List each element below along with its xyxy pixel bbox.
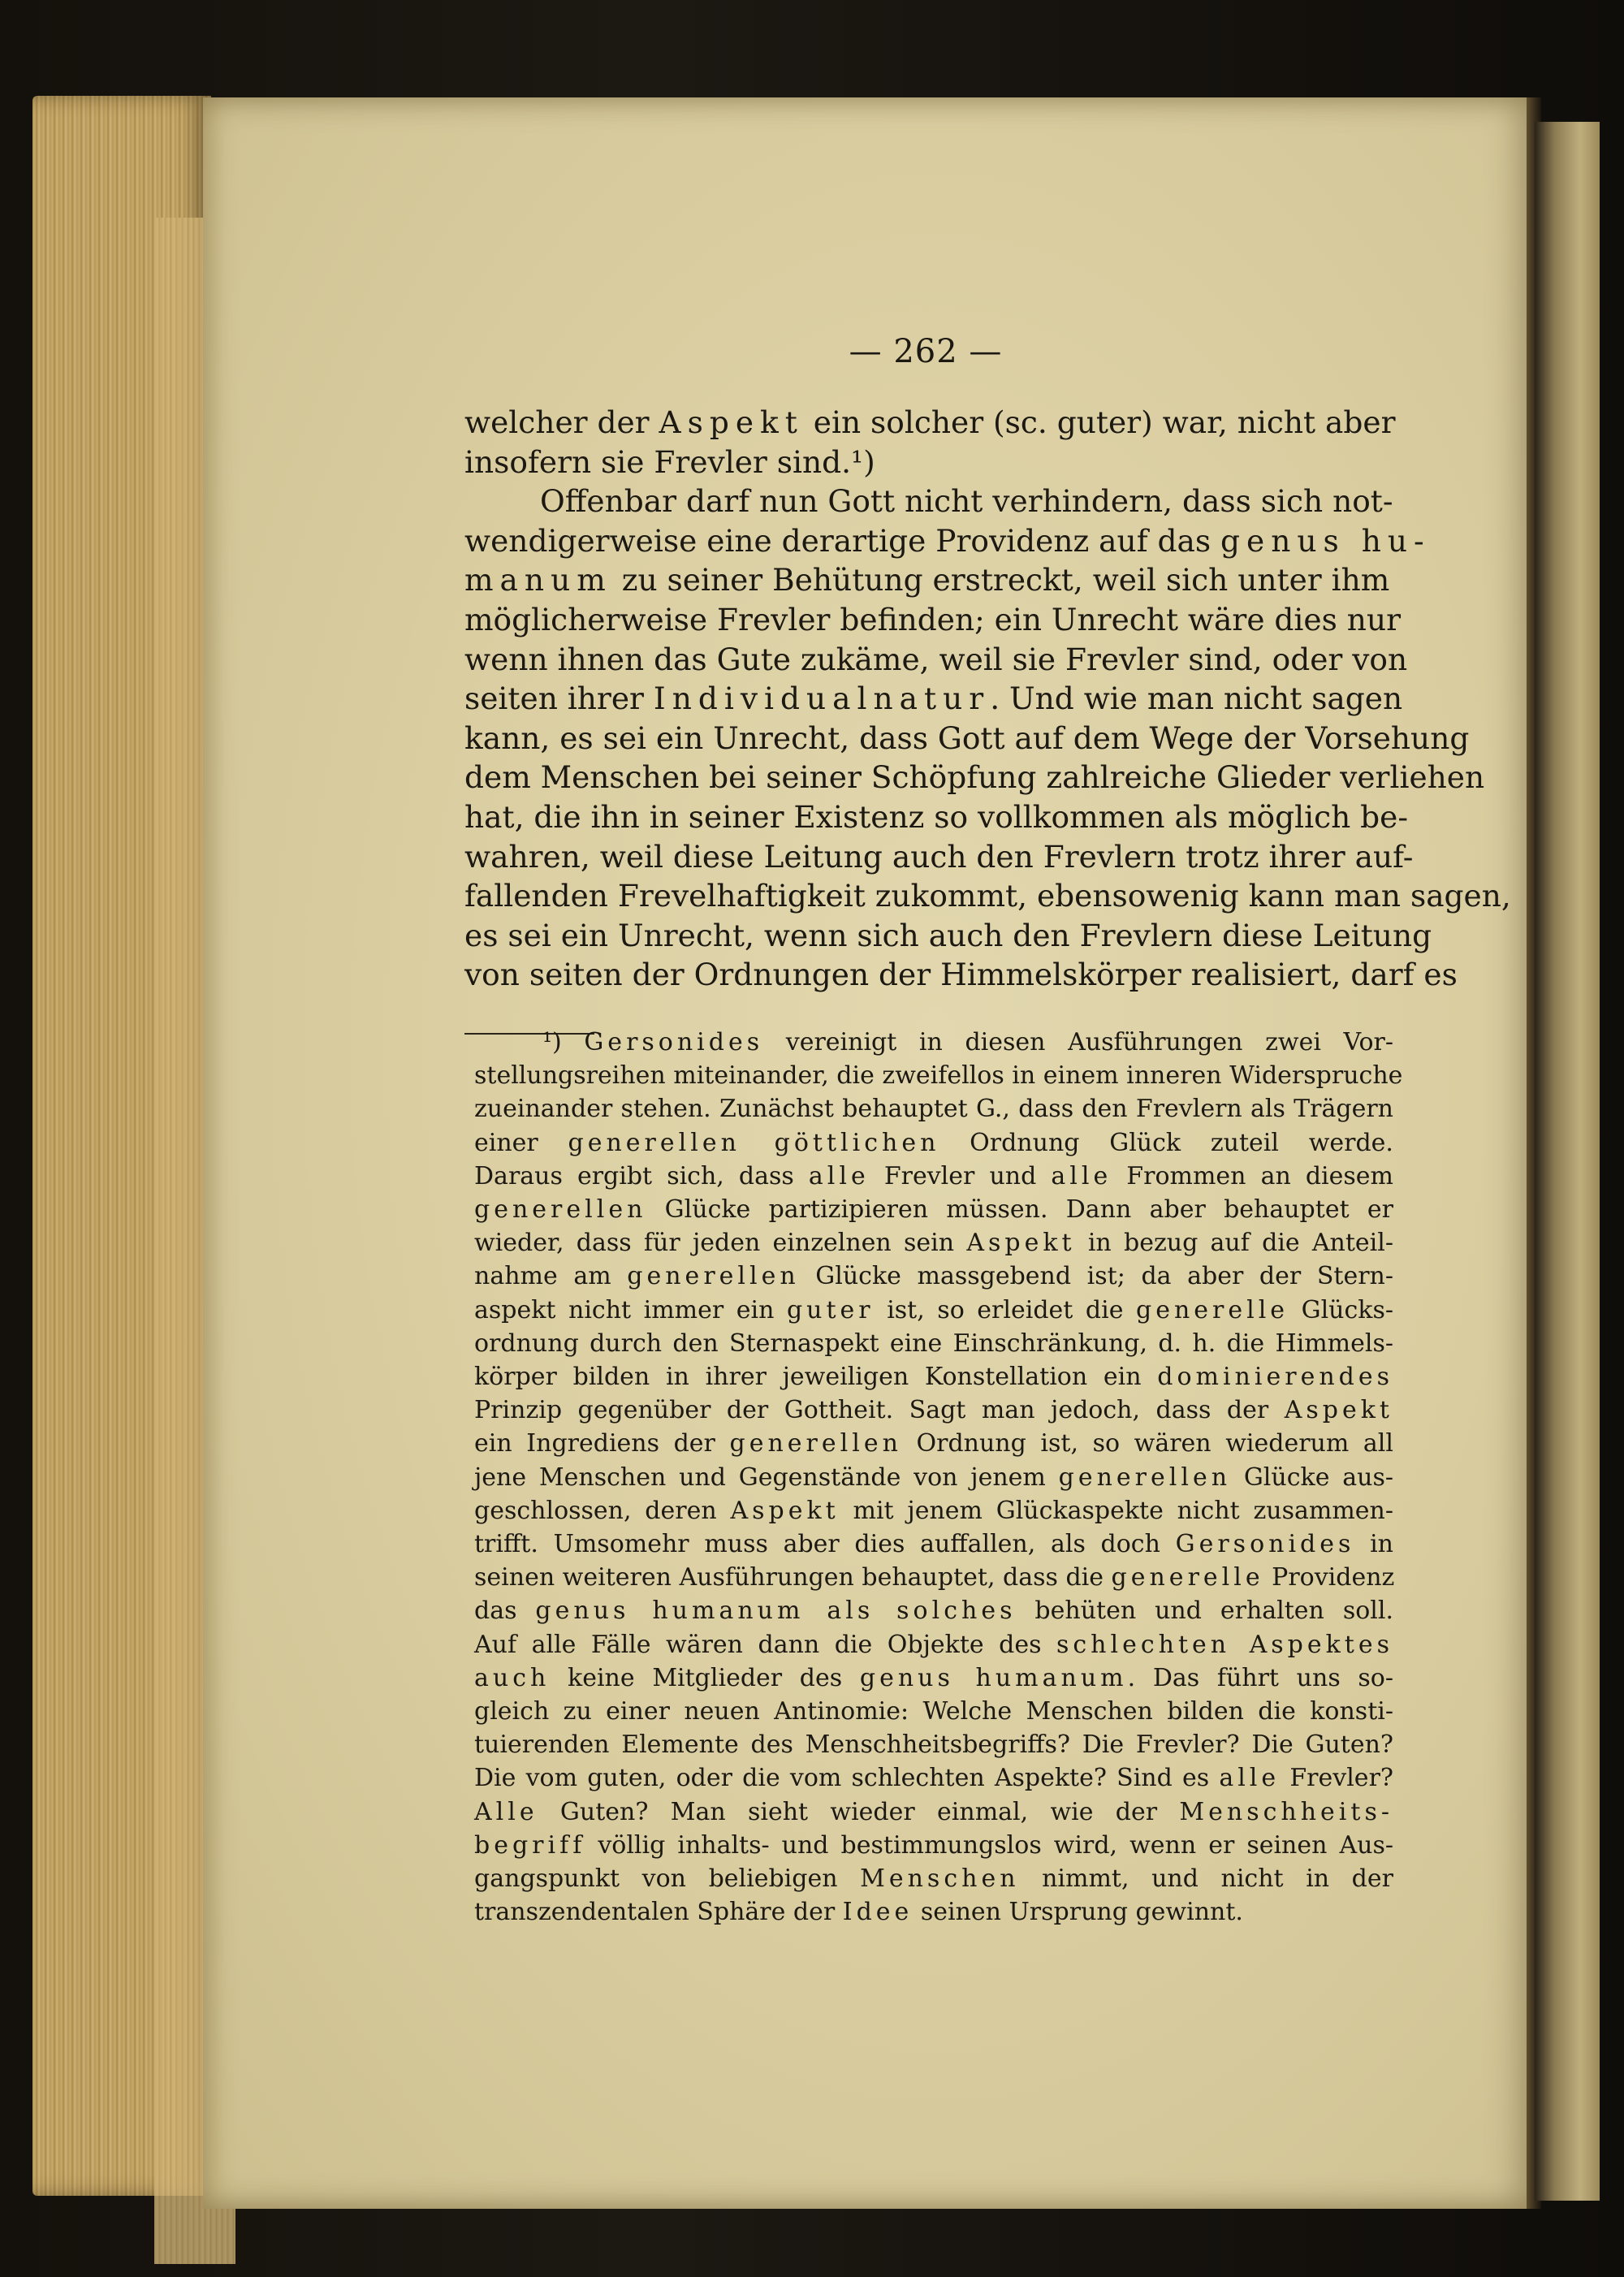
body-line-segment: Aspekt	[659, 404, 804, 440]
body-line-segment: genus hu-	[1220, 522, 1431, 559]
footnote-line-segment: Frevler und	[869, 1161, 1052, 1190]
body-line-segment: von seiten der Ordnungen der Himmelskörper realisiert, darf es	[464, 957, 1458, 993]
footnote-line-segment: auch	[474, 1663, 551, 1692]
body-line	[464, 876, 1511, 915]
footnote-line	[474, 1361, 1393, 1393]
body-line-segment: insofern sie Frevler sind.¹)	[464, 443, 875, 480]
footnote-line-segment: Aspekt	[966, 1229, 1076, 1258]
body-line	[464, 916, 1432, 955]
footnote-line-segment: Frevler?	[1280, 1764, 1393, 1793]
footnote-line-segment: transzendentalen Sphäre der	[474, 1898, 843, 1927]
body-line-segment: manum	[464, 562, 612, 598]
body-line-segment: seiten ihrer	[464, 681, 654, 717]
footnote-line-segment: Prinzip gegenüber der Gottheit. Sagt man jedoch, dass der	[474, 1396, 1285, 1425]
body-line	[464, 837, 1414, 876]
footnote-line	[474, 1227, 1393, 1259]
footnote-line-segment: Gersonides	[1175, 1530, 1355, 1558]
body-line-segment: hat, die ihn in seiner Existenz so vollkommen als möglich be-	[464, 799, 1409, 835]
footnote-line-segment: generelle	[1135, 1295, 1289, 1324]
body-line	[464, 955, 1458, 994]
footnote-line-segment: begriff	[474, 1830, 586, 1860]
footnote-line-segment: körper bilden in ihrer jeweiligen Konstellation ein	[474, 1363, 1158, 1391]
body-line-segment: kann, es sei ein Unrecht, dass Gott auf dem Wege der Vorsehung	[464, 719, 1470, 756]
body-line	[464, 600, 1402, 639]
body-line	[464, 640, 1408, 679]
footnote-line-segment: völlig inhalts- und bestimmungslos wird, wenn er seinen Aus-	[585, 1830, 1393, 1860]
footnote-line	[474, 1629, 1393, 1661]
body-line	[464, 521, 1431, 560]
footnote-line-segment: ¹)	[542, 1028, 585, 1056]
footnote-line	[474, 1194, 1393, 1226]
body-line	[464, 679, 1403, 718]
footnote-line	[474, 1830, 1393, 1862]
footnote-line-segment: ordnung durch den Sternaspekt eine Einschränkung, d. h. die Himmels-	[474, 1329, 1393, 1358]
footnote-line-segment: Ordnung Glück zuteil werde.	[939, 1128, 1393, 1157]
body-line-segment: fallenden Frevelhaftigkeit zukommt, ebensowenig kann man sagen,	[464, 878, 1511, 914]
body-line	[464, 719, 1470, 758]
book-page-edges	[32, 96, 211, 2196]
body-line	[464, 797, 1409, 836]
footnote-line-segment: dominierendes	[1157, 1363, 1393, 1391]
footnote-line	[542, 1026, 1393, 1059]
footnote-line-segment: mit jenem Glückaspekte nicht zusammen-	[839, 1496, 1393, 1525]
footnote-line	[474, 1294, 1393, 1327]
footnote-line	[474, 1528, 1393, 1561]
footnote-line-segment: Glücks-	[1289, 1295, 1393, 1324]
footnote-line-segment: alle	[1051, 1161, 1112, 1190]
body-line-segment: möglicherweise Frevler befinden; ein Unrecht wäre dies nur	[464, 602, 1402, 637]
footnote-line	[474, 1863, 1393, 1895]
footnote-line-segment: generellen göttlichen	[568, 1128, 940, 1157]
footnote-line-segment: genus humanum als solches	[535, 1596, 1017, 1626]
footnote-line-segment: guter	[786, 1295, 875, 1324]
page-number: — 262 —	[849, 333, 1003, 370]
footnote-line	[474, 1762, 1393, 1795]
footnote-line-segment: nahme am	[474, 1262, 628, 1291]
footnote-line	[474, 1260, 1393, 1293]
footnote-line-segment: Idee	[842, 1898, 914, 1927]
footnote-line-segment: vereinigt in diesen Ausführungen zwei Vor-	[763, 1028, 1393, 1056]
footnote-line-segment: Auf alle Fälle wären dann die Objekte des	[474, 1630, 1056, 1659]
footnote-line-segment: generelle	[1111, 1563, 1264, 1592]
footnote-line-segment: . Das führt uns so-	[1127, 1663, 1393, 1692]
footnote-line-segment: wieder, dass für jeden einzelnen sein	[474, 1229, 967, 1258]
footnote-line-segment: genus humanum	[859, 1663, 1128, 1692]
footnote-line-segment: alle	[1219, 1764, 1281, 1793]
footnote-line	[474, 1729, 1393, 1761]
footnote-line	[474, 1696, 1393, 1728]
body-line-segment: ein solcher (sc. guter) war, nicht aber	[803, 404, 1396, 440]
footnote-line	[474, 1328, 1393, 1360]
footnote-line-segment: einer	[474, 1128, 568, 1157]
footnote-line-segment: alle	[808, 1161, 870, 1190]
footnote-line-segment: jene Menschen und Gegenstände von jenem	[474, 1463, 1059, 1492]
footnote-line-segment: geschlossen, deren	[474, 1496, 731, 1525]
footnote-line-segment: gleich zu einer neuen Antinomie: Welche Menschen bilden die konsti-	[474, 1697, 1393, 1726]
footnote-line-segment: seinen weiteren Ausführungen behauptet, dass die	[474, 1563, 1112, 1592]
footnote-line-segment: Daraus ergibt sich, dass	[474, 1161, 809, 1190]
footnote-line	[474, 1562, 1393, 1594]
footnote-line-segment: Glücke massgebend ist; da aber der Stern-	[799, 1262, 1393, 1291]
footnote-line-segment: tuierenden Elemente des Menschheitsbegriffs? Die Frevler? Die Guten?	[474, 1730, 1393, 1760]
body-line	[540, 482, 1393, 521]
footnote-line	[474, 1595, 1393, 1627]
body-line	[464, 758, 1485, 797]
body-line	[464, 403, 1396, 442]
footnote-line-segment: Menschen	[860, 1864, 1020, 1893]
footnote-line-segment: Menschheits-	[1179, 1797, 1393, 1826]
footnote-line	[474, 1662, 1393, 1695]
footnote-line-segment: nimmt, und nicht in der	[1019, 1864, 1393, 1893]
footnote-line-segment: in	[1354, 1530, 1394, 1558]
footnote-line-segment: das	[474, 1596, 536, 1626]
footnote-line	[474, 1796, 1393, 1829]
footnote-line-segment: in bezug auf die Anteil-	[1075, 1229, 1393, 1258]
footnote-line	[474, 1394, 1393, 1427]
footnote-line-segment: generellen	[627, 1262, 800, 1291]
body-line-segment: zu seiner Behütung erstreckt, weil sich unter ihm	[611, 562, 1390, 598]
footnote-line-segment: Providenz	[1263, 1563, 1395, 1592]
footnote-line	[474, 1127, 1393, 1160]
body-line-segment: dem Menschen bei seiner Schöpfung zahlreiche Glieder verliehen	[464, 759, 1485, 796]
body-line-segment: wenn ihnen das Gute zukäme, weil sie Frevler sind, oder von	[464, 641, 1408, 677]
body-line-segment: Offenbar darf nun Gott nicht verhindern, dass sich not-	[540, 483, 1393, 520]
footnote-line-segment: zueinander stehen. Zunächst behauptet G., dass den Frevlern als Trägern	[474, 1095, 1393, 1124]
body-line-segment: Individualnatur	[653, 681, 991, 717]
footnote-line-segment: Aspekt	[1284, 1396, 1393, 1425]
body-line-segment: . Und wie man nicht sagen	[990, 681, 1403, 717]
footnote-line-segment: generellen	[729, 1429, 902, 1458]
footnote-line	[474, 1160, 1393, 1193]
footnote-line-segment: Frommen an diesem	[1112, 1161, 1393, 1190]
footnote-line-segment: generellen	[474, 1195, 647, 1224]
footnote-line-segment: seinen Ursprung gewinnt.	[913, 1898, 1243, 1927]
footnote-line	[474, 1896, 1393, 1929]
footnote-line-segment: stellungsreihen miteinander, die zweifellos in einem inneren Widerspruche	[474, 1061, 1403, 1091]
footnote-line-segment: keine Mitglieder des	[550, 1663, 860, 1692]
body-line-segment: es sei ein Unrecht, wenn sich auch den Frevlern diese Leitung	[464, 917, 1432, 953]
footnote-line-segment: behüten und erhalten soll.	[1016, 1596, 1393, 1626]
body-line-segment: wahren, weil diese Leitung auch den Frevlern trotz ihrer auf-	[464, 838, 1414, 875]
footnote-line-segment: gangspunkt von beliebigen	[474, 1864, 861, 1893]
footnote-line-segment: Ordnung ist, so wären wiederum all	[901, 1429, 1393, 1458]
footnote-line-segment: Glücke aus-	[1231, 1463, 1393, 1492]
footnote-line	[474, 1093, 1393, 1126]
footnote-line	[474, 1060, 1403, 1092]
footnote-line-segment: Glücke partizipieren müssen. Dann aber behauptet er	[646, 1195, 1393, 1224]
body-line	[464, 560, 1390, 599]
footnote-line-segment: schlechten Aspektes	[1056, 1630, 1394, 1659]
body-line-segment: wendigerweise eine derartige Providenz auf das	[464, 522, 1221, 559]
footnote-line-segment: Die vom guten, oder die vom schlechten Aspekte? Sind es	[474, 1764, 1220, 1793]
footnote-line-segment: Aspekt	[730, 1496, 840, 1525]
footnote-line-segment: ein Ingrediens der	[474, 1429, 730, 1458]
footnote-line	[474, 1428, 1393, 1460]
footnote-line-segment: Guten? Man sieht wieder einmal, wie der	[538, 1797, 1180, 1826]
footnote-line	[474, 1495, 1393, 1527]
facing-page-edge	[1535, 122, 1600, 2201]
footnote-line-segment: generellen	[1058, 1463, 1232, 1492]
footnote-line-segment: trifft. Umsomehr muss aber dies auffallen, als doch	[474, 1530, 1176, 1558]
footnote-line-segment: Gersonides	[584, 1028, 764, 1056]
body-line-segment: welcher der	[464, 404, 659, 440]
footnote-line-segment: ist, so erleidet die	[874, 1295, 1136, 1324]
footnote-line-segment: aspekt nicht immer ein	[474, 1295, 787, 1324]
body-line	[464, 443, 1387, 482]
footnote-line	[474, 1462, 1393, 1494]
footnote-line-segment: Alle	[474, 1797, 538, 1826]
